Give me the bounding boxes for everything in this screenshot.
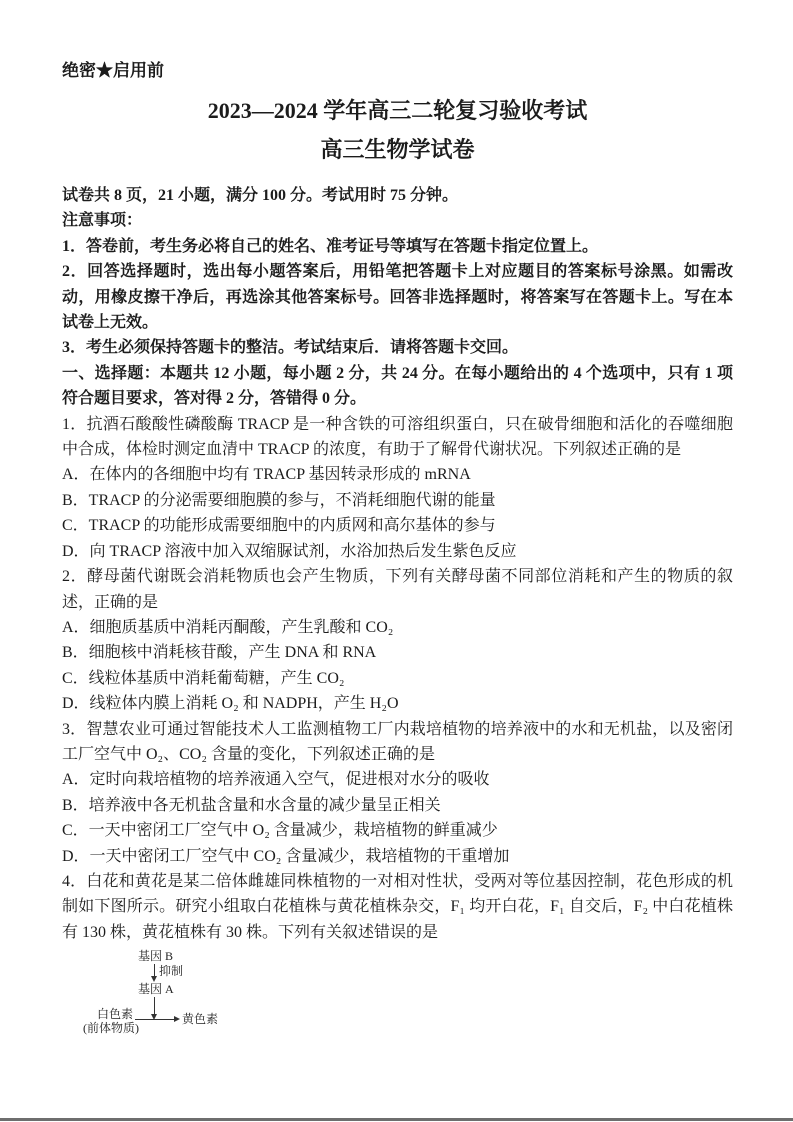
meta-line: 试卷共 8 页，21 小题，满分 100 分。考试用时 75 分钟。 [62,187,459,204]
classification-label: 绝密★启用前 [62,61,164,80]
question-3 [62,717,733,869]
question-1-option-b: B．TRACP 的分泌需要细胞膜的参与，不消耗细胞代谢的能量 [62,491,496,509]
question-4 [62,869,733,1061]
yellow-pigment-label: 黄色素 [182,1012,219,1027]
question-3-stem: 3．智慧农业可通过智能技术人工监测植物工厂内栽培植物的培养液中的水和无机盐，以及密闭工厂空气中 O₂、CO₂ 含量的变化，下列叙述正确的是 [62,720,733,763]
inhibit-label: 抑制 [159,964,184,979]
question-2-option-a: A．细胞质基质中消耗丙酮酸，产生乳酸和 CO₂ [62,618,394,636]
notice-item-2: 2．回答选择题时，选出每小题答案后，用铅笔把答题卡上对应题目的答案标号涂黑。如需改动，用橡皮擦干净后，再选涂其他答案标号。回答非选择题时，将答案写在答题卡上。写在本试卷上无效。 [62,263,733,332]
question-1 [62,412,733,564]
flower-color-mechanism-diagram [83,949,323,1061]
question-1-stem: 1．抗酒石酸酸性磷酸酶 TRACP 是一种含铁的可溶组织蛋白，只在破骨细胞和活化的吞噬细胞中合成，体检时测定血清中 TRACP 的浓度，有助于了解骨代谢状况。下列叙述正确的是 [62,415,733,459]
question-2-option-c: C．线粒体基质中消耗葡萄糖，产生 CO₂ [62,669,345,687]
question-3-option-d: D．一天中密闭工厂空气中 CO₂ 含量减少，栽培植物的干重增加 [62,847,510,865]
white-pigment-label: 白色素 [97,1007,134,1022]
reaction-arrow-head-icon [174,1016,180,1022]
question-2-stem: 2．酵母菌代谢既会消耗物质也会产生物质，下列有关酵母菌不同部位消耗和产生的物质的叙述，正确的是 [62,568,733,611]
question-2-option-d: D．线粒体内膜上消耗 O₂ 和 NADPH，产生 H₂O [62,695,399,713]
notice-item-1: 1．答卷前，考生务必将自己的姓名、准考证号等填写在答题卡指定位置上。 [62,237,599,255]
section-heading: 一、选择题：本题共 12 小题，每小题 2 分，共 24 分。在每小题给出的 4 个选项中，只有 1 项符合题目要求，答对得 2 分，答错得 0 分。 [62,364,733,408]
exam-subtitle: 高三生物学试卷 [320,137,475,162]
reaction-arrow-line [135,1019,176,1020]
gene-a-arrow-line [154,997,155,1015]
question-4-stem: 4．白花和黄花是某二倍体雌雄同株植物的一对相对性状，受两对等位基因控制，花色形成的机制如下图所示。研究小组取白花植株与黄花植株杂交，F₁ 均开白花，F₁ 自交后，F₂ 中白花植株有 130 株，黄花植株有 30 株。下列有关叙述错误的是 [62,872,733,941]
exam-title: 2023—2024 学年高三二轮复习验收考试 [207,98,588,123]
question-1-option-c: C．TRACP 的功能形成需要细胞中的内质网和高尔基体的参与 [62,517,496,535]
notice-heading: 注意事项： [62,212,143,230]
question-1-option-a: A．在体内的各细胞中均有 TRACP 基因转录形成的 mRNA [62,466,471,484]
gene-b-label: 基因 B [138,949,174,964]
question-2-option-b: B．细胞核中消耗核苷酸，产生 DNA 和 RNA [62,644,377,662]
question-3-option-c: C．一天中密闭工厂空气中 O₂ 含量减少，栽培植物的鲜重减少 [62,822,498,840]
question-3-option-b: B．培养液中各无机盐含量和水含量的减少量呈正相关 [62,796,441,814]
precursor-label: (前体物质) [83,1021,139,1036]
notice-item-3: 3．考生必须保持答题卡的整洁。考试结束后．请将答题卡交回。 [62,339,519,357]
gene-a-label: 基因 A [138,982,174,997]
question-1-option-d: D．向 TRACP 溶液中加入双缩脲试剂，水浴加热后发生紫色反应 [62,542,517,560]
page-bottom-edge [0,1118,793,1121]
question-3-option-a: A．定时向栽培植物的培养液通入空气，促进根对水分的吸收 [62,771,490,789]
question-2 [62,564,733,716]
